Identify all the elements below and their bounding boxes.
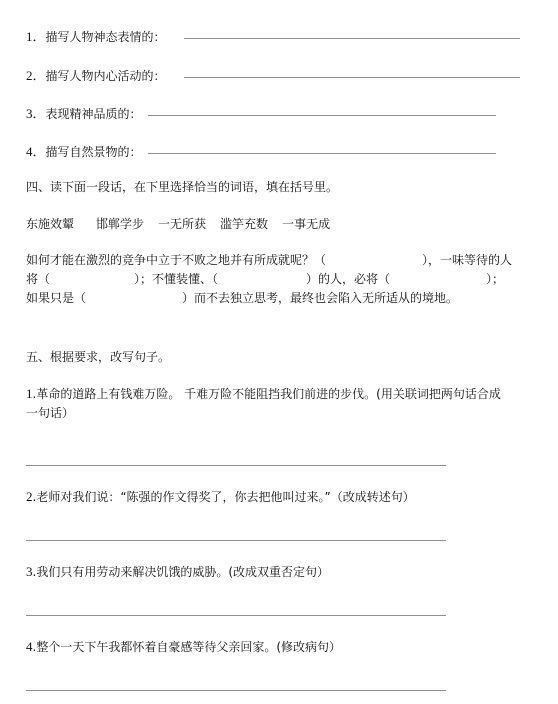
question-4-number: 4 xyxy=(26,639,33,654)
item-4-answer-line[interactable]: ＿＿＿＿＿＿＿＿＿＿＿＿＿＿＿＿＿＿＿＿＿＿＿＿＿＿＿＿＿ xyxy=(148,142,497,156)
item-1-text: 描写人物神态表情的： xyxy=(45,30,166,44)
question-1-answer-line[interactable]: ＿＿＿＿＿＿＿＿＿＿＿＿＿＿＿＿＿＿＿＿＿＿＿＿＿＿＿＿＿＿＿＿＿＿＿ xyxy=(26,454,447,468)
section4-heading: 四、读下面一段话，在下里选择恰当的词语，填在括号里。 xyxy=(26,180,339,194)
item-2-number: 2． xyxy=(26,68,46,83)
item-3 xyxy=(26,103,142,122)
question-2 xyxy=(26,488,415,505)
section5-heading: 五、根据要求，改写句子。 xyxy=(26,350,171,364)
paragraph-text: 如果只是（ xyxy=(26,291,87,305)
item-1 xyxy=(26,26,166,45)
paragraph-text: ），一味等待的人 xyxy=(422,253,513,267)
paragraph-line-3 xyxy=(26,289,458,306)
question-2-answer-line[interactable]: ＿＿＿＿＿＿＿＿＿＿＿＿＿＿＿＿＿＿＿＿＿＿＿＿＿＿＿＿＿＿＿＿＿＿＿ xyxy=(26,529,447,543)
word-bank-item: 一无所获 xyxy=(158,217,207,231)
question-1 xyxy=(26,385,501,402)
question-3-text: .我们只有用劳动来解决饥饿的威胁。(改成双重否定句） xyxy=(32,565,329,579)
paragraph-text: ）而不去独立思考，最终也会陷入无所适从的境地。 xyxy=(182,291,459,305)
word-bank-item: 东施效颦 xyxy=(26,217,75,231)
word-bank-item: 滥竽充数 xyxy=(220,217,269,231)
paragraph-line-2 xyxy=(26,270,504,287)
question-3 xyxy=(26,563,329,580)
word-bank-item: 一事无成 xyxy=(282,217,331,231)
question-1-number: 1 xyxy=(26,386,33,401)
paragraph-text: 将（ xyxy=(26,272,51,286)
item-3-text: 表现精神品质的： xyxy=(45,107,142,121)
word-bank xyxy=(26,215,330,232)
item-4-number: 4． xyxy=(26,144,46,159)
paragraph-text: 如何才能在激烈的竞争中立于不败之地并有所成就呢？（ xyxy=(26,253,327,267)
question-4 xyxy=(26,638,341,655)
item-3-answer-line[interactable]: ＿＿＿＿＿＿＿＿＿＿＿＿＿＿＿＿＿＿＿＿＿＿＿＿＿＿＿＿＿ xyxy=(148,104,497,118)
paragraph-text: ）；不懂装懂、（ xyxy=(134,272,219,286)
word-bank-item: 邯郸学步 xyxy=(96,217,145,231)
item-2-text: 描写人物内心活动的： xyxy=(45,69,166,83)
question-4-text: .整个一天下午我都怀着自豪感等待父亲回家。(修改病句） xyxy=(32,640,341,654)
question-3-answer-line[interactable]: ＿＿＿＿＿＿＿＿＿＿＿＿＿＿＿＿＿＿＿＿＿＿＿＿＿＿＿＿＿＿＿＿＿＿＿ xyxy=(26,604,447,618)
question-2-number: 2 xyxy=(26,489,33,504)
question-1-continued: 一句话） xyxy=(26,406,75,420)
item-2 xyxy=(26,65,166,84)
item-4-text: 描写自然景物的： xyxy=(45,145,142,159)
item-2-answer-line[interactable]: ＿＿＿＿＿＿＿＿＿＿＿＿＿＿＿＿＿＿＿＿＿＿＿＿＿＿＿＿ xyxy=(184,66,521,80)
paragraph-text: ）； xyxy=(486,272,505,286)
paragraph-text: ）的人，必将（ xyxy=(306,272,391,286)
question-3-number: 3 xyxy=(26,564,33,579)
paragraph-line-1 xyxy=(26,251,512,268)
question-1-text: .革命的道路上有钱难万险。 千难万险不能阻挡我们前进的步伐。(用关联词把两句话合成 xyxy=(32,387,501,401)
item-1-answer-line[interactable]: ＿＿＿＿＿＿＿＿＿＿＿＿＿＿＿＿＿＿＿＿＿＿＿＿＿＿＿＿ xyxy=(184,27,521,41)
question-2-text: .老师对我们说：“陈强的作文得奖了，你去把他叫过来。”（改成转述句） xyxy=(32,490,415,504)
item-3-number: 3． xyxy=(26,106,46,121)
item-1-number: 1． xyxy=(26,29,46,44)
question-4-answer-line[interactable]: ＿＿＿＿＿＿＿＿＿＿＿＿＿＿＿＿＿＿＿＿＿＿＿＿＿＿＿＿＿＿＿＿＿＿＿ xyxy=(26,679,447,693)
item-4 xyxy=(26,141,142,160)
